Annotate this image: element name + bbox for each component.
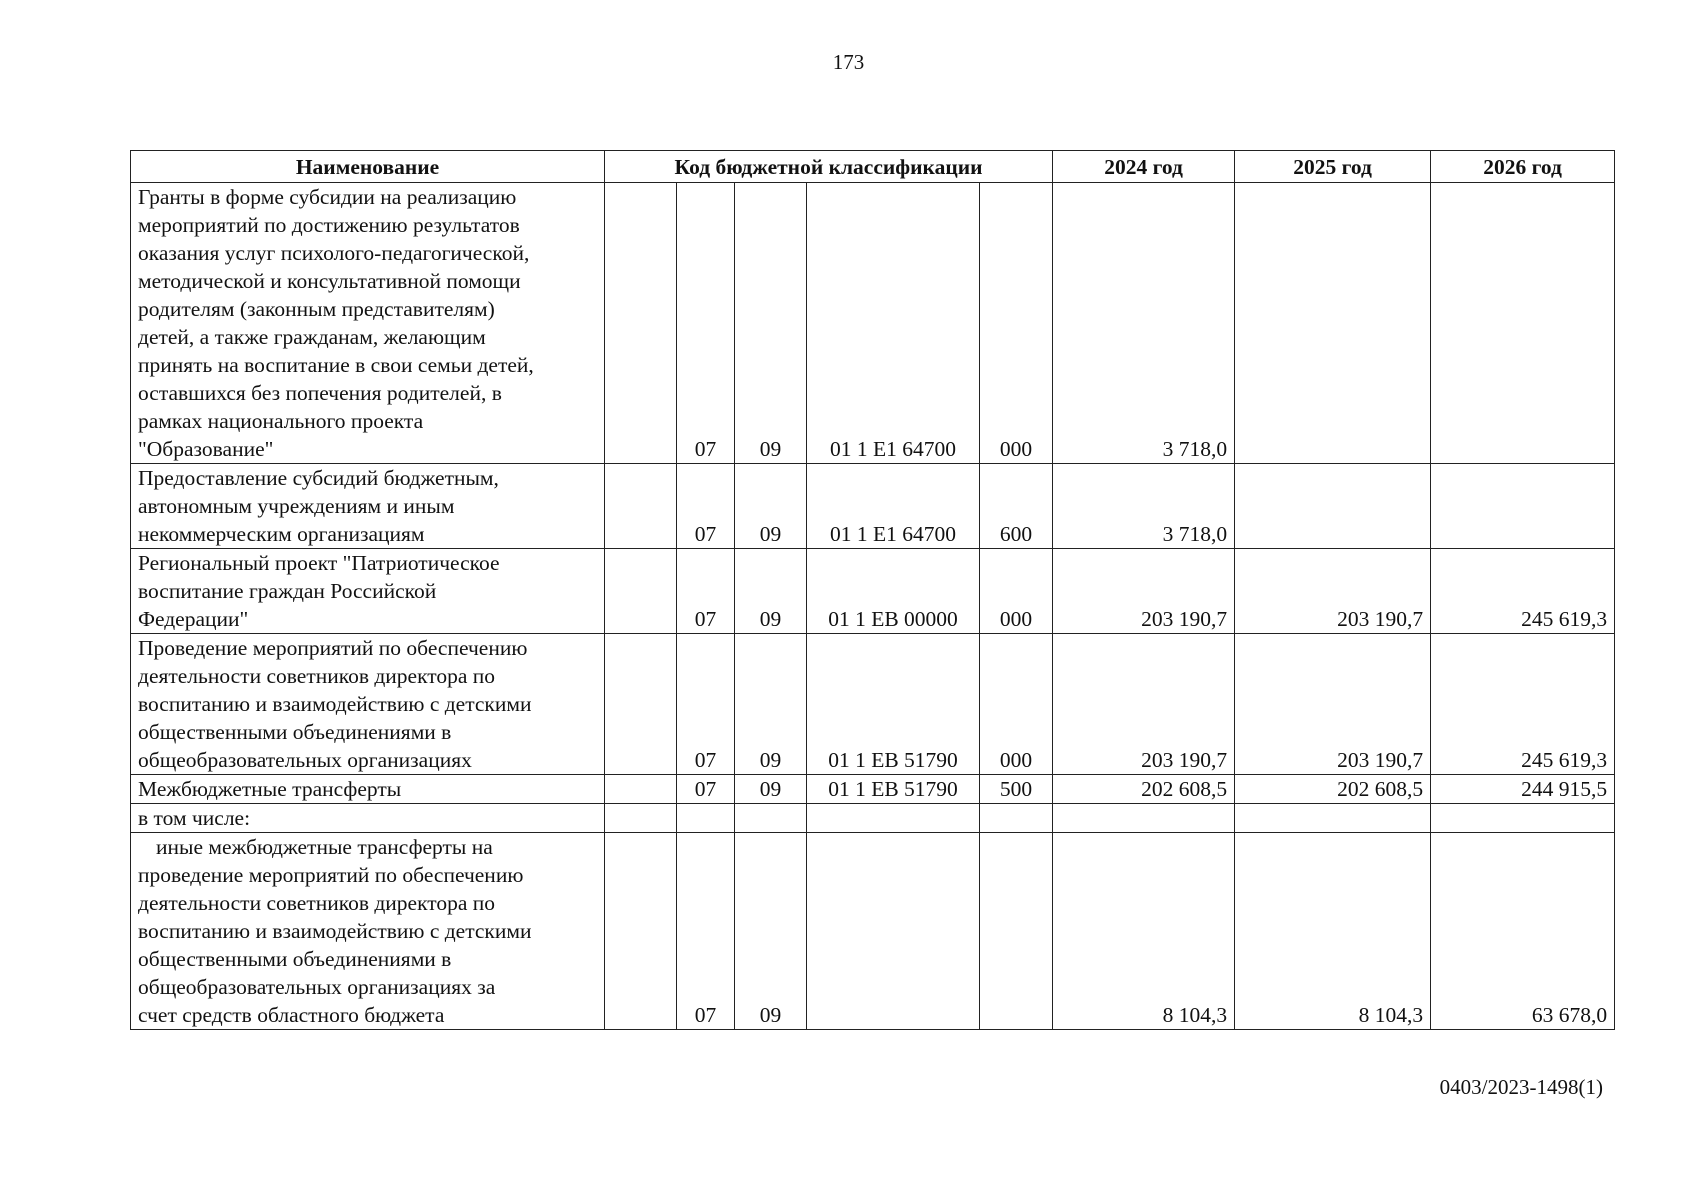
table-row: [131, 464, 1615, 549]
table-header-row: [131, 151, 1615, 183]
row-name: [131, 804, 605, 833]
page-number: 173: [832, 50, 865, 74]
row-name-line: деятельности советников директора по: [138, 891, 496, 915]
code-section: [605, 833, 677, 1030]
row-name-line: в том числе:: [138, 806, 251, 830]
code-chapter: 07: [677, 549, 735, 634]
code-subsection: 09: [735, 634, 807, 775]
row-name-line: некоммерческим организациям: [138, 522, 425, 546]
value-2026: 244 915,5: [1431, 775, 1615, 804]
table-row: [131, 775, 1615, 804]
code-target-article: 01 1 Е1 64700: [807, 183, 980, 464]
row-name-line: воспитанию и взаимодействию с детскими: [138, 919, 532, 943]
row-name-line: общественными объединениями в: [138, 947, 452, 971]
code-target-article: [807, 833, 980, 1030]
row-name-line: счет средств областного бюджета: [138, 1003, 445, 1027]
value-2025: [1235, 183, 1431, 464]
value-2025: 202 608,5: [1235, 775, 1431, 804]
value-2026: 63 678,0: [1431, 833, 1615, 1030]
row-name-line: воспитанию и взаимодействию с детскими: [138, 692, 532, 716]
row-name-line: иные межбюджетные трансферты на: [156, 835, 493, 859]
code-target-article: 01 1 Е1 64700: [807, 464, 980, 549]
row-name-line: методической и консультативной помощи: [138, 269, 521, 293]
value-2026: 245 619,3: [1431, 549, 1615, 634]
code-expense-type: 600: [980, 464, 1053, 549]
code-expense-type: 000: [980, 549, 1053, 634]
document-code: 0403/2023-1498(1): [1439, 1075, 1603, 1099]
row-name-line: деятельности советников директора по: [138, 664, 496, 688]
value-2024: 3 718,0: [1053, 183, 1235, 464]
code-chapter: 07: [677, 833, 735, 1030]
header-budget-code: Код бюджетной классификации: [605, 151, 1053, 183]
code-target-article: 01 1 ЕВ 51790: [807, 634, 980, 775]
value-2025: 203 190,7: [1235, 634, 1431, 775]
row-name-line: оказания услуг психолого-педагогической,: [138, 241, 530, 265]
code-chapter: 07: [677, 183, 735, 464]
row-name-line: оставшихся без попечения родителей, в: [138, 381, 502, 405]
value-2026: [1431, 183, 1615, 464]
code-target-article: 01 1 ЕВ 51790: [807, 775, 980, 804]
table-row: [131, 804, 1615, 833]
code-chapter: 07: [677, 775, 735, 804]
table-row: [131, 833, 1615, 1030]
value-2024: 8 104,3: [1053, 833, 1235, 1030]
code-section: [605, 775, 677, 804]
row-name-line: общественными объединениями в: [138, 720, 452, 744]
row-name-line: Межбюджетные трансферты: [138, 777, 402, 801]
row-name-line: общеобразовательных организациях: [138, 748, 472, 772]
code-subsection: 09: [735, 549, 807, 634]
code-subsection: 09: [735, 183, 807, 464]
code-chapter: [677, 804, 735, 833]
row-name: [131, 464, 605, 549]
code-section: [605, 634, 677, 775]
row-name-line: Гранты в форме субсидии на реализацию: [138, 185, 517, 209]
header-2025: 2025 год: [1235, 151, 1431, 183]
row-name: [131, 634, 605, 775]
header-name: Наименование: [131, 151, 605, 183]
row-name-line: Федерации": [138, 607, 249, 631]
code-subsection: [735, 804, 807, 833]
code-section: [605, 464, 677, 549]
code-chapter: 07: [677, 464, 735, 549]
row-name-line: родителям (законным представителям): [138, 297, 495, 321]
table-row: [131, 183, 1615, 464]
row-name-line: "Образование": [138, 437, 274, 461]
row-name-line: Проведение мероприятий по обеспечению: [138, 636, 528, 660]
code-subsection: 09: [735, 464, 807, 549]
value-2024: 3 718,0: [1053, 464, 1235, 549]
value-2024: 202 608,5: [1053, 775, 1235, 804]
row-name-line: принять на воспитание в свои семьи детей,: [138, 353, 534, 377]
table-row: [131, 549, 1615, 634]
table-row: [131, 634, 1615, 775]
code-target-article: 01 1 ЕВ 00000: [807, 549, 980, 634]
value-2024: [1053, 804, 1235, 833]
row-name-line: воспитание граждан Российской: [138, 579, 437, 603]
code-expense-type: 000: [980, 634, 1053, 775]
value-2026: [1431, 804, 1615, 833]
budget-table: [130, 150, 1615, 1030]
code-expense-type: [980, 804, 1053, 833]
code-subsection: 09: [735, 775, 807, 804]
row-name-line: Региональный проект "Патриотическое: [138, 551, 500, 575]
value-2024: 203 190,7: [1053, 634, 1235, 775]
row-name-line: детей, а также гражданам, желающим: [138, 325, 486, 349]
value-2025: 203 190,7: [1235, 549, 1431, 634]
value-2026: [1431, 464, 1615, 549]
row-name-line: мероприятий по достижению результатов: [138, 213, 520, 237]
code-expense-type: 500: [980, 775, 1053, 804]
code-section: [605, 804, 677, 833]
row-name: [131, 833, 605, 1030]
code-expense-type: 000: [980, 183, 1053, 464]
row-name-line: рамках национального проекта: [138, 409, 424, 433]
code-expense-type: [980, 833, 1053, 1030]
row-name: [131, 775, 605, 804]
value-2024: 203 190,7: [1053, 549, 1235, 634]
value-2025: [1235, 804, 1431, 833]
code-section: [605, 549, 677, 634]
row-name-line: автономным учреждениям и иным: [138, 494, 455, 518]
header-2024: 2024 год: [1053, 151, 1235, 183]
value-2025: 8 104,3: [1235, 833, 1431, 1030]
code-target-article: [807, 804, 980, 833]
header-2026: 2026 год: [1431, 151, 1615, 183]
code-subsection: 09: [735, 833, 807, 1030]
code-chapter: 07: [677, 634, 735, 775]
value-2025: [1235, 464, 1431, 549]
row-name-line: общеобразовательных организациях за: [138, 975, 496, 999]
row-name-line: проведение мероприятий по обеспечению: [138, 863, 524, 887]
value-2026: 245 619,3: [1431, 634, 1615, 775]
row-name-line: Предоставление субсидий бюджетным,: [138, 466, 499, 490]
row-name: [131, 549, 605, 634]
code-section: [605, 183, 677, 464]
row-name: [131, 183, 605, 464]
